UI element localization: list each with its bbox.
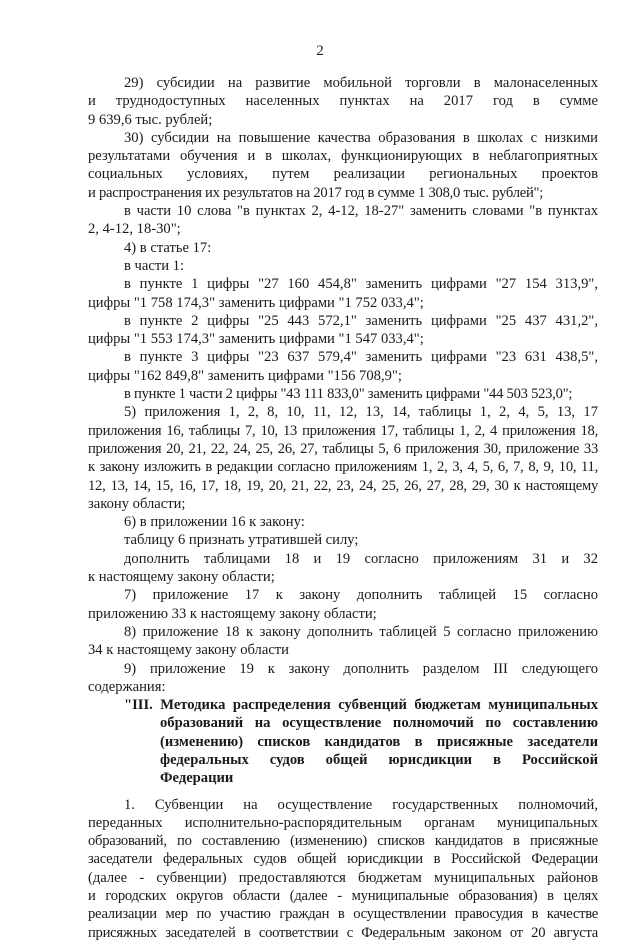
text-line: 6) в приложении 16 к закону:: [124, 514, 305, 531]
text-line: (далее - субвенции) предоставляются бюджетам муниципальных районов: [88, 869, 598, 886]
text-line: в пункте 2 цифры "25 443 572,1" заменить цифрами "25 437 431,2",: [124, 312, 598, 329]
text-line: в пункте 3 цифры "23 637 579,4" заменить цифрами "23 631 438,5",: [124, 349, 598, 366]
text-line: 9) приложение 19 к закону дополнить разделом III следующего: [124, 660, 598, 677]
heading-line: федеральных судов общей юрисдикции в Российской: [160, 751, 598, 768]
heading-line: Федерации: [160, 770, 234, 787]
text-line: результатами обучения и в школах, функционирующих в неблагоприятных: [88, 148, 598, 165]
section-heading: [88, 696, 598, 787]
text-line: 5) приложения 1, 2, 8, 10, 11, 12, 13, 14, таблицы 1, 2, 4, 5, 13, 17: [124, 404, 598, 421]
text-line: 4) в статье 17:: [124, 239, 212, 256]
text-line: цифры "1 758 174,3" заменить цифрами "1 752 033,4";: [88, 294, 424, 311]
text-line: присяжных заседателей в соответствии с Федеральным законом от 20 августа: [88, 924, 598, 941]
text-line: приложения 16, таблицы 7, 10, 13 приложения 17, таблицы 1, 2, 4 приложения 18,: [88, 422, 598, 439]
heading-line: (изменению) списков кандидатов в присяжные заседатели: [160, 733, 598, 750]
section-paragraph: [88, 796, 598, 942]
text-line: закону области;: [88, 495, 186, 512]
text-line: 12, 13, 14, 15, 16, 17, 18, 19, 20, 21, 22, 23, 24, 25, 26, 27, 28, 29, 30 к настоящему: [88, 477, 598, 494]
text-line: 1. Субвенции на осуществление государственных полномочий,: [124, 796, 598, 813]
text-line: 9 639,6 тыс. рублей;: [88, 111, 213, 128]
text-line: таблицу 6 признать утратившей силу;: [124, 532, 359, 549]
text-line: и труднодоступных населенных пунктах на 2017 год в сумме: [88, 93, 598, 110]
text-line: и городских округов области (далее - муниципальные образования) в целях: [88, 888, 598, 905]
text-line: цифры "1 553 174,3" заменить цифрами "1 547 033,4";: [88, 331, 424, 348]
document-body: [88, 74, 598, 942]
page-number: 2: [316, 43, 324, 59]
text-line: содержания:: [88, 678, 166, 695]
text-line: в части 10 слова "в пунктах 2, 4-12, 18-27" заменить словами "в пунктах: [124, 203, 598, 220]
text-line: к настоящему закону области;: [88, 569, 275, 586]
text-line: реализации мер по участию граждан в осуществлении правосудия в качестве: [88, 906, 598, 923]
heading-line: "III. Методика распределения субвенций бюджетам муниципальных: [124, 697, 598, 714]
text-line: в части 1:: [124, 257, 185, 274]
text-line: к закону изложить в редакции согласно приложениям 1, 2, 3, 4, 5, 6, 7, 8, 9, 10, 11,: [88, 459, 598, 476]
text-line: социальных условиях, путем реализации региональных проектов: [88, 166, 598, 183]
text-line: и распространения их результатов на 2017 год в сумме 1 308,0 тыс. рублей";: [88, 184, 544, 201]
text-line: 34 к настоящему закону области: [88, 642, 289, 659]
text-line: 2, 4-12, 18-30";: [88, 221, 181, 238]
text-line: в пункте 1 части 2 цифры "43 111 833,0" заменить цифрами "44 503 523,0";: [124, 386, 573, 403]
text-line: заседатели федеральных судов общей юрисдикции в Российской Федерации: [88, 851, 598, 868]
text-line: приложению 33 к настоящему закону области;: [88, 605, 377, 622]
text-line: 8) приложение 18 к закону дополнить таблицей 5 согласно приложению: [124, 623, 598, 640]
text-line: 29) субсидии на развитие мобильной торговли в малонаселенных: [124, 75, 598, 91]
text-line: 30) субсидии на повышение качества образования в школах с низкими: [124, 129, 598, 146]
text-line: цифры "162 849,8" заменить цифрами "156 708,9";: [88, 367, 402, 384]
text-line: 7) приложение 17 к закону дополнить таблицей 15 согласно: [124, 587, 598, 604]
text-line: образований, по составлению (изменению) списков кандидатов в присяжные: [88, 833, 598, 850]
text-line: переданных исполнительно-распорядительным органам муниципальных: [88, 814, 598, 831]
text-line: в пункте 1 цифры "27 160 454,8" заменить цифрами "27 154 313,9",: [124, 276, 598, 293]
heading-line: образований на осуществление полномочий по составлению: [160, 715, 598, 732]
text-line: дополнить таблицами 18 и 19 согласно приложениям 31 и 32: [124, 550, 598, 567]
text-line: приложения 20, 21, 22, 24, 25, 26, 27, таблицы 5, 6 приложения 30, приложение 33: [88, 440, 598, 457]
